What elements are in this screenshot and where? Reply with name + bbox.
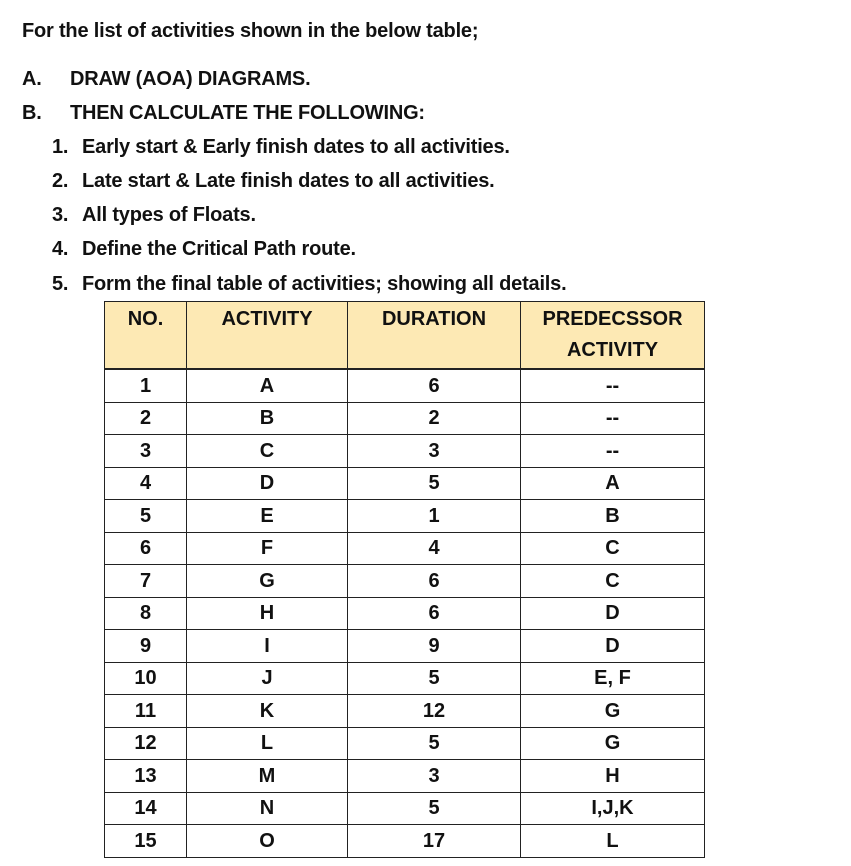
task-item-5: [52, 272, 566, 296]
cell-duration: 4: [348, 532, 521, 565]
cell-predecessor: L: [521, 825, 705, 858]
table-row: [105, 565, 705, 598]
cell-activity: M: [187, 760, 348, 793]
header-no: NO.: [105, 302, 187, 370]
table-row: [105, 369, 705, 402]
activities-table: [104, 301, 705, 858]
table-row: [105, 500, 705, 533]
table-row: [105, 727, 705, 760]
task-text: Form the final table of activities; showing all details.: [82, 273, 567, 295]
task-number: 2.: [52, 170, 69, 192]
cell-duration: 5: [348, 727, 521, 760]
cell-no: 9: [105, 630, 187, 663]
cell-activity: J: [187, 662, 348, 695]
cell-activity: A: [187, 369, 348, 402]
part-a-text: DRAW (AOA) DIAGRAMS.: [70, 68, 311, 90]
header-predecessor-line2: ACTIVITY: [566, 339, 659, 361]
header-predecessor-line1: PREDECSSOR: [542, 308, 683, 330]
table-row: [105, 792, 705, 825]
cell-predecessor: --: [521, 435, 705, 468]
cell-duration: 6: [348, 369, 521, 402]
part-b: [22, 101, 425, 125]
part-a: [22, 67, 310, 91]
cell-predecessor: --: [521, 369, 705, 402]
cell-no: 2: [105, 402, 187, 435]
cell-predecessor: C: [521, 565, 705, 598]
cell-no: 10: [105, 662, 187, 695]
cell-predecessor: G: [521, 695, 705, 728]
cell-predecessor: H: [521, 760, 705, 793]
cell-predecessor: D: [521, 597, 705, 630]
cell-activity: G: [187, 565, 348, 598]
cell-activity: F: [187, 532, 348, 565]
task-number: 4.: [52, 238, 69, 260]
task-item-4: [52, 237, 356, 261]
table-row: [105, 695, 705, 728]
table-row: [105, 435, 705, 468]
task-text: Late start & Late finish dates to all activities.: [82, 170, 495, 192]
part-a-label: A.: [22, 68, 42, 90]
task-item-3: [52, 203, 256, 227]
cell-activity: B: [187, 402, 348, 435]
part-b-text: THEN CALCULATE THE FOLLOWING:: [70, 102, 425, 124]
cell-no: 14: [105, 792, 187, 825]
cell-duration: 2: [348, 402, 521, 435]
task-item-2: [52, 169, 495, 193]
cell-activity: H: [187, 597, 348, 630]
cell-predecessor: A: [521, 467, 705, 500]
cell-duration: 6: [348, 565, 521, 598]
table-row: [105, 825, 705, 858]
cell-activity: L: [187, 727, 348, 760]
task-item-1: [52, 135, 510, 159]
cell-activity: I: [187, 630, 348, 663]
table-row: [105, 467, 705, 500]
cell-duration: 3: [348, 760, 521, 793]
cell-predecessor: E, F: [521, 662, 705, 695]
cell-duration: 5: [348, 467, 521, 500]
header-predecessor: [521, 302, 705, 370]
cell-no: 3: [105, 435, 187, 468]
cell-activity: N: [187, 792, 348, 825]
table-row: [105, 532, 705, 565]
cell-activity: C: [187, 435, 348, 468]
cell-duration: 5: [348, 662, 521, 695]
cell-predecessor: C: [521, 532, 705, 565]
cell-no: 13: [105, 760, 187, 793]
cell-no: 8: [105, 597, 187, 630]
task-number: 3.: [52, 204, 69, 226]
cell-duration: 6: [348, 597, 521, 630]
task-number: 1.: [52, 136, 69, 158]
cell-no: 12: [105, 727, 187, 760]
cell-duration: 12: [348, 695, 521, 728]
header-duration: DURATION: [348, 302, 521, 370]
table-body: [105, 369, 705, 857]
part-b-label: B.: [22, 102, 42, 124]
cell-activity: E: [187, 500, 348, 533]
header-activity: ACTIVITY: [187, 302, 348, 370]
table-row: [105, 662, 705, 695]
cell-duration: 1: [348, 500, 521, 533]
cell-duration: 9: [348, 630, 521, 663]
cell-predecessor: --: [521, 402, 705, 435]
intro-text: For the list of activities shown in the below table;: [22, 20, 479, 42]
task-text: Early start & Early finish dates to all activities.: [82, 136, 510, 158]
cell-duration: 5: [348, 792, 521, 825]
cell-no: 4: [105, 467, 187, 500]
cell-no: 15: [105, 825, 187, 858]
cell-predecessor: G: [521, 727, 705, 760]
cell-duration: 17: [348, 825, 521, 858]
cell-no: 11: [105, 695, 187, 728]
cell-duration: 3: [348, 435, 521, 468]
cell-predecessor: B: [521, 500, 705, 533]
table-header-row: [105, 302, 705, 370]
cell-activity: O: [187, 825, 348, 858]
task-text: All types of Floats.: [82, 204, 256, 226]
table-row: [105, 760, 705, 793]
table-row: [105, 630, 705, 663]
cell-predecessor: I,J,K: [521, 792, 705, 825]
cell-no: 1: [105, 369, 187, 402]
cell-activity: K: [187, 695, 348, 728]
cell-no: 6: [105, 532, 187, 565]
cell-predecessor: D: [521, 630, 705, 663]
table-row: [105, 402, 705, 435]
task-text: Define the Critical Path route.: [82, 238, 356, 260]
cell-activity: D: [187, 467, 348, 500]
table-row: [105, 597, 705, 630]
task-number: 5.: [52, 273, 69, 295]
cell-no: 7: [105, 565, 187, 598]
cell-no: 5: [105, 500, 187, 533]
